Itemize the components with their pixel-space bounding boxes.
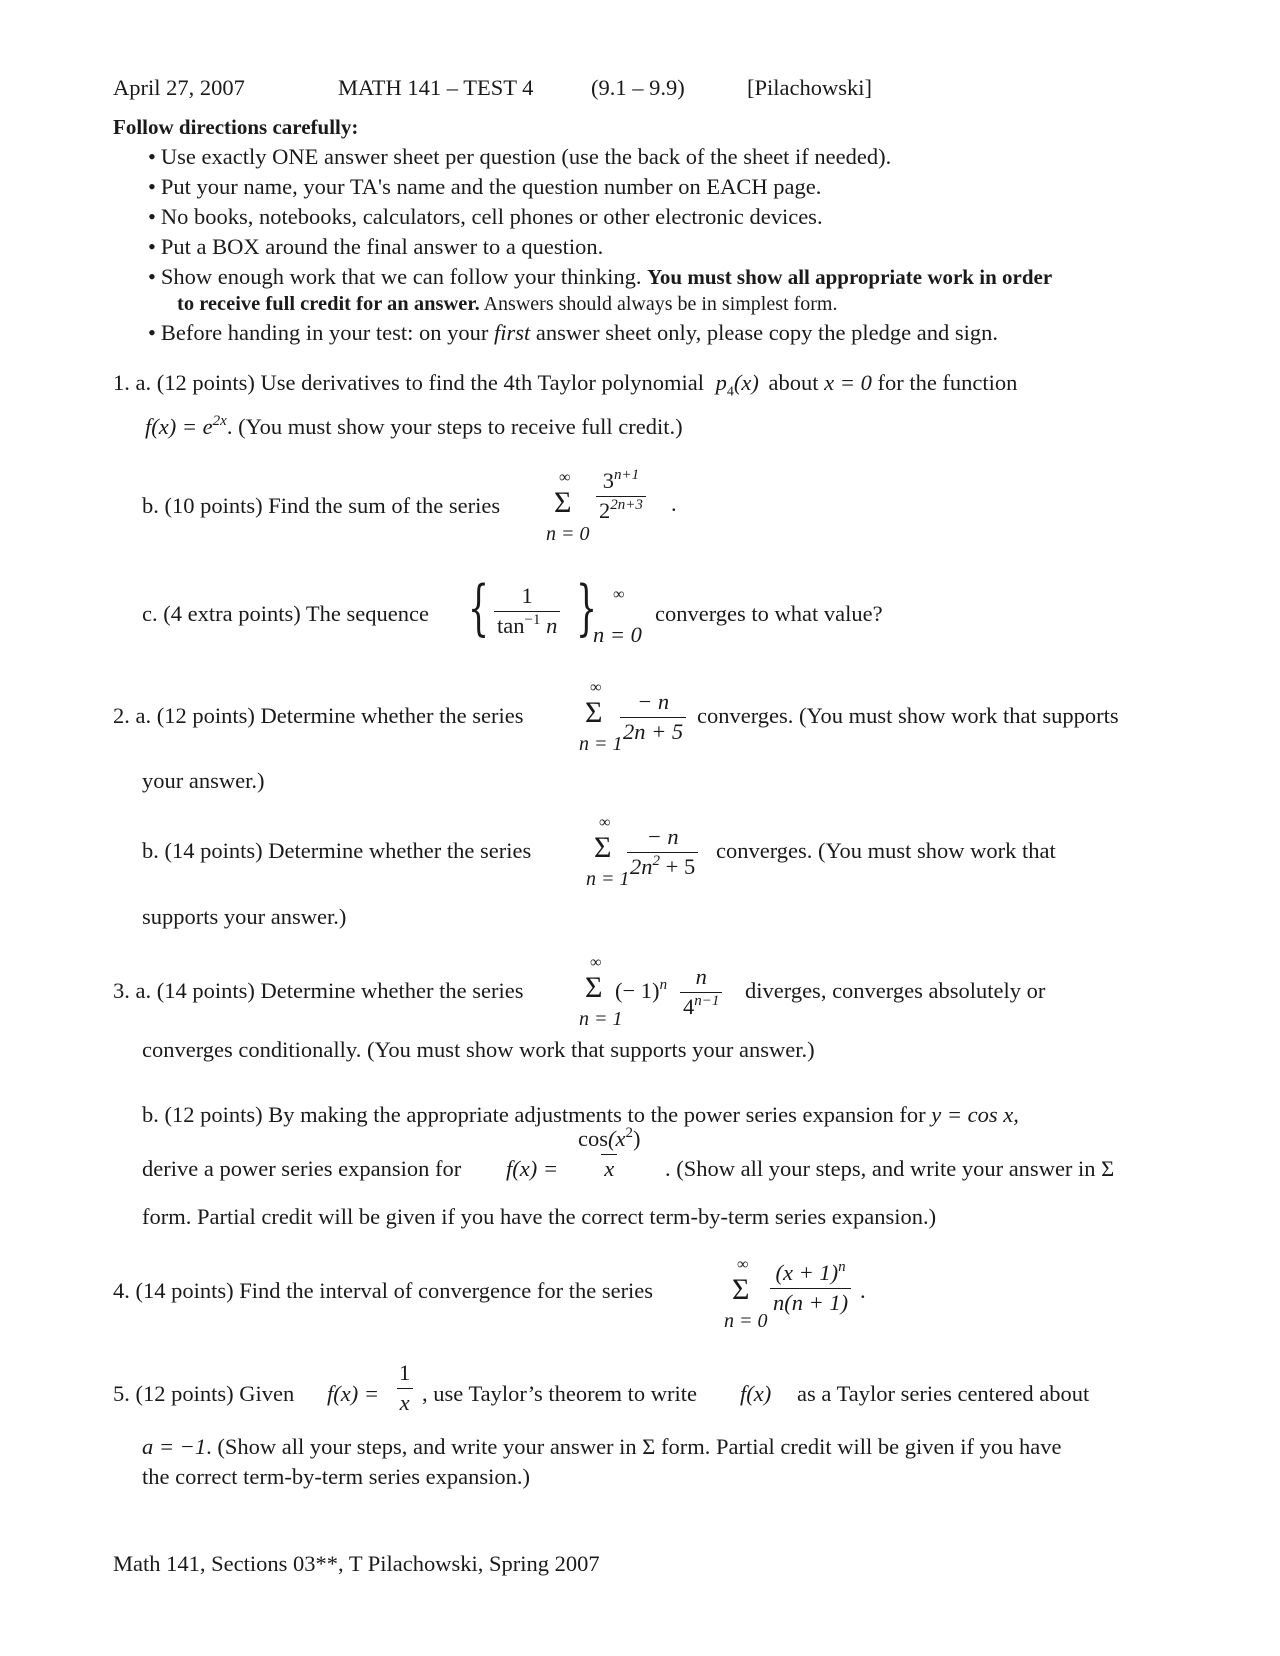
- question-3b-text-end: . (Show all your steps, and write your answer in Σ: [665, 1156, 1115, 1181]
- question-2a-text-end: converges. (You must show work that supports: [697, 703, 1119, 728]
- sigma-symbol: Σ: [585, 696, 603, 729]
- series-lower-limit: n = 1: [579, 733, 623, 755]
- function-fraction: $\frac{1}{x}$: [396, 1362, 413, 1414]
- series-lower-limit: n = 0: [724, 1310, 768, 1332]
- instructor-name: [Pilachowski]: [747, 75, 872, 100]
- function-ref: f(x): [740, 1381, 772, 1406]
- question-3a-text: 3. a. (14 points) Determine whether the series: [113, 978, 524, 1003]
- test-date: April 27, 2007: [113, 75, 245, 100]
- direction-item: • Put your name, your TA's name and the question number on EACH page.: [148, 174, 822, 199]
- series-term-fraction: $\frac{(x + 1)^n}{n(n + 1)}$: [770, 1262, 851, 1314]
- question-1c-text-end: converges to what value?: [655, 601, 883, 626]
- question-4-text: 4. (14 points) Find the interval of convergence for the series: [113, 1278, 654, 1303]
- direction-item: • Put a BOX around the final answer to a question.: [148, 234, 604, 259]
- direction-item-continued: to receive full credit for an answer. Answers should always be in simplest form.: [177, 293, 838, 315]
- question-5-text-mid: , use Taylor’s theorem to write: [422, 1381, 698, 1406]
- question-5-line2: a = −1. (Show all your steps, and write your answer in Σ form. Partial credit will be given if you have: [142, 1434, 1062, 1459]
- question-5-text-end: as a Taylor series centered about: [797, 1381, 1090, 1406]
- question-5-text: 5. (12 points) Given: [113, 1381, 295, 1406]
- period: .: [860, 1278, 866, 1303]
- series-upper-limit: ∞: [559, 469, 571, 486]
- question-1a-line2: $f(x) = e^{2x}$. (You must show your steps to receive full credit.): [145, 413, 683, 439]
- sequence-upper-limit: ∞: [613, 586, 625, 603]
- direction-item: • No books, notebooks, calculators, cell phones or other electronic devices.: [148, 204, 823, 229]
- question-3a-text-end: diverges, converges absolutely or: [745, 978, 1046, 1003]
- series-upper-limit: ∞: [599, 814, 611, 831]
- series-term-fraction: $\frac{- n}{2n^2 + 5}$: [627, 826, 698, 878]
- series-term-fraction: $\frac{n}{4^{n-1}}$: [680, 966, 722, 1018]
- question-2a-text: 2. a. (12 points) Determine whether the series: [113, 703, 524, 728]
- question-2b-text-end: converges. (You must show work that: [716, 838, 1056, 863]
- series-upper-limit: ∞: [737, 1256, 749, 1273]
- question-1b-text: b. (10 points) Find the sum of the series: [142, 493, 501, 518]
- directions-title: Follow directions carefully:: [113, 115, 359, 139]
- sequence-term-fraction: $\frac{1}{\tan^{-1} n}$: [494, 585, 560, 637]
- direction-item: • Use exactly ONE answer sheet per question (use the back of the sheet if needed).: [148, 144, 892, 169]
- sections-covered: (9.1 – 9.9): [591, 75, 685, 100]
- series-term-fraction: $\frac{- n}{2n + 5}$: [620, 691, 686, 743]
- sigma-symbol: Σ: [732, 1273, 750, 1306]
- function-fraction: $\frac{\cos(x^2)}{x}$: [578, 1125, 641, 1181]
- series-lower-limit: n = 0: [546, 523, 590, 545]
- series-lower-limit: n = 1: [579, 1008, 623, 1030]
- sigma-symbol: Σ: [585, 971, 603, 1004]
- question-2a-line2: your answer.): [142, 768, 265, 793]
- question-3b-line3: form. Partial credit will be given if you have the correct term-by-term series expansion.): [142, 1204, 937, 1229]
- question-3b-line1: b. (12 points) By making the appropriate adjustments to the power series expansion for y = cos x,: [142, 1102, 1019, 1127]
- question-5-line3: the correct term-by-term series expansion.): [142, 1464, 530, 1489]
- sigma-symbol: Σ: [594, 831, 612, 864]
- page-footer: Math 141, Sections 03**, T Pilachowski, Spring 2007: [113, 1551, 600, 1576]
- period: .: [671, 491, 677, 516]
- series-upper-limit: ∞: [590, 679, 602, 696]
- direction-item: • Before handing in your test: on your first answer sheet only, please copy the pledge and sign.: [148, 320, 999, 345]
- function-lhs: f(x) =: [327, 1381, 380, 1406]
- course-title: MATH 141 – TEST 4: [338, 75, 534, 100]
- question-3a-line2: converges conditionally. (You must show work that supports your answer.): [142, 1037, 815, 1062]
- function-lhs: f(x) =: [506, 1156, 559, 1181]
- question-3b-text: derive a power series expansion for: [142, 1156, 462, 1181]
- question-2b-line2: supports your answer.): [142, 904, 347, 929]
- question-1c-text: c. (4 extra points) The sequence: [142, 601, 429, 626]
- question-1a-line1: 1. a. (12 points) Use derivatives to find the 4th Taylor polynomial $p_4(x)$ about x = 0 for the function: [113, 370, 1018, 400]
- direction-item: • Show enough work that we can follow your thinking. You must show all appropriate work in order: [148, 264, 1053, 289]
- question-2b-text: b. (14 points) Determine whether the series: [142, 838, 532, 863]
- left-brace: {: [468, 573, 490, 643]
- series-upper-limit: ∞: [590, 954, 602, 971]
- sequence-lower-limit: n = 0: [593, 622, 642, 647]
- series-term-fraction: $\frac{3^{n+1}}{2^{2n+3}}$: [596, 470, 646, 522]
- sigma-symbol: Σ: [554, 486, 572, 519]
- right-brace: }: [576, 573, 598, 643]
- series-lower-limit: n = 1: [586, 868, 630, 890]
- alternating-sign: (− 1)$^n$: [615, 977, 668, 1003]
